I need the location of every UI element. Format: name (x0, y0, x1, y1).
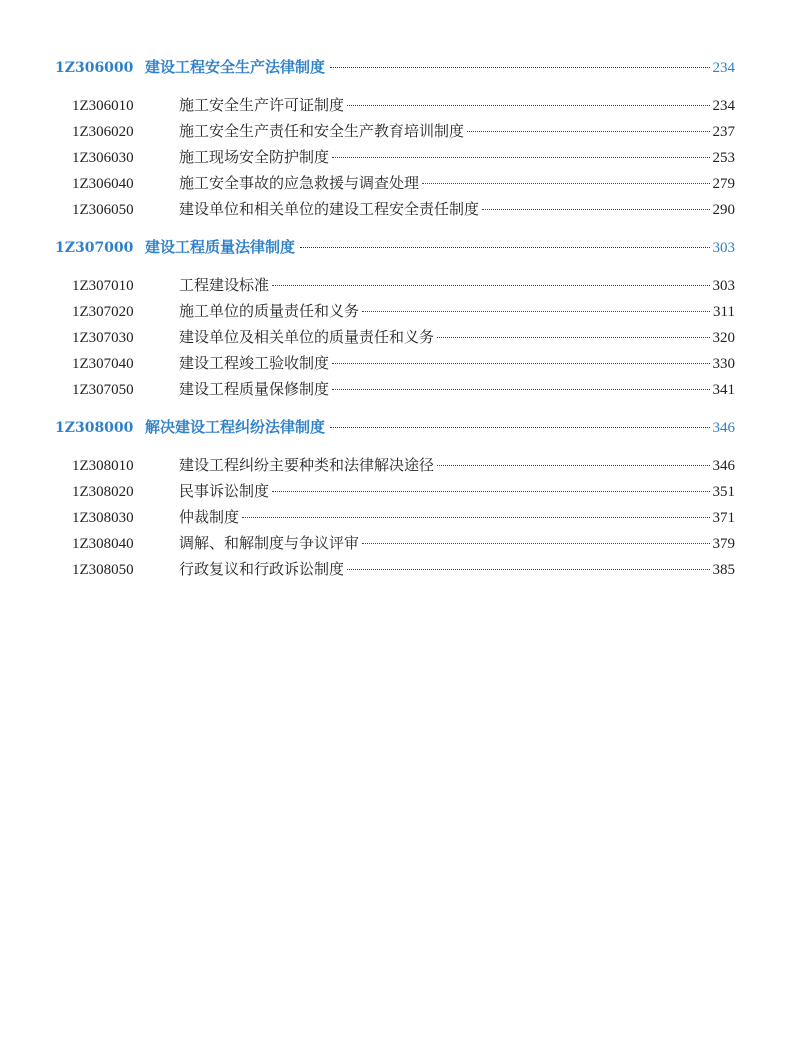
chapter-heading[interactable] (55, 236, 735, 262)
entry-page-number: 379 (712, 536, 735, 552)
entry-title: 施工安全事故的应急救援与调查处理 (179, 174, 420, 192)
toc-entry[interactable] (55, 94, 735, 120)
entry-title: 施工现场安全防护制度 (179, 148, 330, 166)
entry-title: 施工安全生产许可证制度 (179, 96, 345, 114)
toc-chapter (55, 236, 735, 404)
chapter-title: 解决建设工程纠纷法律制度 (145, 418, 326, 436)
entry-title: 建设单位及相关单位的质量责任和义务 (179, 328, 435, 346)
chapter-code: 1Z307000 (55, 240, 134, 256)
dot-leader (347, 569, 709, 570)
dot-leader (422, 183, 709, 184)
dot-leader (330, 427, 709, 428)
entry-code: 1Z308030 (72, 510, 134, 526)
entry-page-number: 311 (713, 304, 735, 320)
entry-page-number: 351 (712, 484, 735, 500)
entry-page-number: 330 (712, 356, 735, 372)
entry-code: 1Z306030 (72, 150, 134, 166)
entry-page-number: 253 (712, 150, 735, 166)
dot-leader (272, 285, 709, 286)
toc-entry[interactable] (55, 274, 735, 300)
entry-title: 施工安全生产责任和安全生产教育培训制度 (179, 122, 465, 140)
entry-title: 调解、和解制度与争议评审 (179, 534, 360, 552)
entry-code: 1Z306020 (72, 124, 134, 140)
entry-title: 仲裁制度 (179, 508, 240, 526)
toc-chapter (55, 416, 735, 584)
entry-page-number: 371 (712, 510, 735, 526)
entry-title: 建设工程质量保修制度 (179, 380, 330, 398)
toc-entry[interactable] (55, 172, 735, 198)
table-of-contents (55, 56, 735, 596)
entry-page-number: 279 (712, 176, 735, 192)
entry-page-number: 234 (712, 98, 735, 114)
dot-leader (437, 465, 709, 466)
dot-leader (330, 67, 709, 68)
entry-code: 1Z308020 (72, 484, 134, 500)
entry-title: 工程建设标准 (179, 276, 270, 294)
dot-leader (362, 543, 709, 544)
toc-entry[interactable] (55, 558, 735, 584)
entry-page-number: 341 (712, 382, 735, 398)
toc-entry[interactable] (55, 532, 735, 558)
chapter-page-number: 303 (712, 240, 735, 256)
dot-leader (482, 209, 709, 210)
chapter-code: 1Z306000 (55, 60, 134, 76)
entry-page-number: 385 (712, 562, 735, 578)
entry-page-number: 303 (712, 278, 735, 294)
entry-page-number: 290 (712, 202, 735, 218)
toc-entry[interactable] (55, 326, 735, 352)
entry-code: 1Z307010 (72, 278, 134, 294)
entry-title: 施工单位的质量责任和义务 (179, 302, 360, 320)
toc-entry[interactable] (55, 506, 735, 532)
entry-title: 建设工程纠纷主要种类和法律解决途径 (179, 456, 435, 474)
chapter-heading[interactable] (55, 416, 735, 442)
entry-title: 行政复议和行政诉讼制度 (179, 560, 345, 578)
dot-leader (272, 491, 709, 492)
toc-entry[interactable] (55, 454, 735, 480)
entry-code: 1Z306050 (72, 202, 134, 218)
entry-code: 1Z308040 (72, 536, 134, 552)
entry-code: 1Z307020 (72, 304, 134, 320)
toc-entry[interactable] (55, 300, 735, 326)
entry-code: 1Z306040 (72, 176, 134, 192)
toc-chapter (55, 56, 735, 224)
entry-code: 1Z307030 (72, 330, 134, 346)
entry-page-number: 320 (712, 330, 735, 346)
chapter-page-number: 346 (712, 420, 735, 436)
entry-code: 1Z308010 (72, 458, 134, 474)
dot-leader (347, 105, 709, 106)
chapter-page-number: 234 (712, 60, 735, 76)
toc-entry[interactable] (55, 480, 735, 506)
dot-leader (362, 311, 710, 312)
entry-title: 建设单位和相关单位的建设工程安全责任制度 (179, 200, 480, 218)
toc-entry[interactable] (55, 120, 735, 146)
entry-page-number: 237 (712, 124, 735, 140)
entry-code: 1Z306010 (72, 98, 134, 114)
chapter-heading[interactable] (55, 56, 735, 82)
toc-entry[interactable] (55, 378, 735, 404)
entry-title: 民事诉讼制度 (179, 482, 270, 500)
toc-entry[interactable] (55, 198, 735, 224)
dot-leader (300, 247, 709, 248)
dot-leader (332, 157, 709, 158)
chapter-title: 建设工程质量法律制度 (145, 238, 296, 256)
dot-leader (242, 517, 709, 518)
entry-code: 1Z307040 (72, 356, 134, 372)
entry-code: 1Z307050 (72, 382, 134, 398)
dot-leader (332, 363, 709, 364)
entry-page-number: 346 (712, 458, 735, 474)
dot-leader (332, 389, 709, 390)
chapter-title: 建设工程安全生产法律制度 (145, 58, 326, 76)
toc-entry[interactable] (55, 146, 735, 172)
entry-title: 建设工程竣工验收制度 (179, 354, 330, 372)
entry-code: 1Z308050 (72, 562, 134, 578)
dot-leader (467, 131, 709, 132)
toc-entry[interactable] (55, 352, 735, 378)
dot-leader (437, 337, 709, 338)
chapter-code: 1Z308000 (55, 420, 134, 436)
